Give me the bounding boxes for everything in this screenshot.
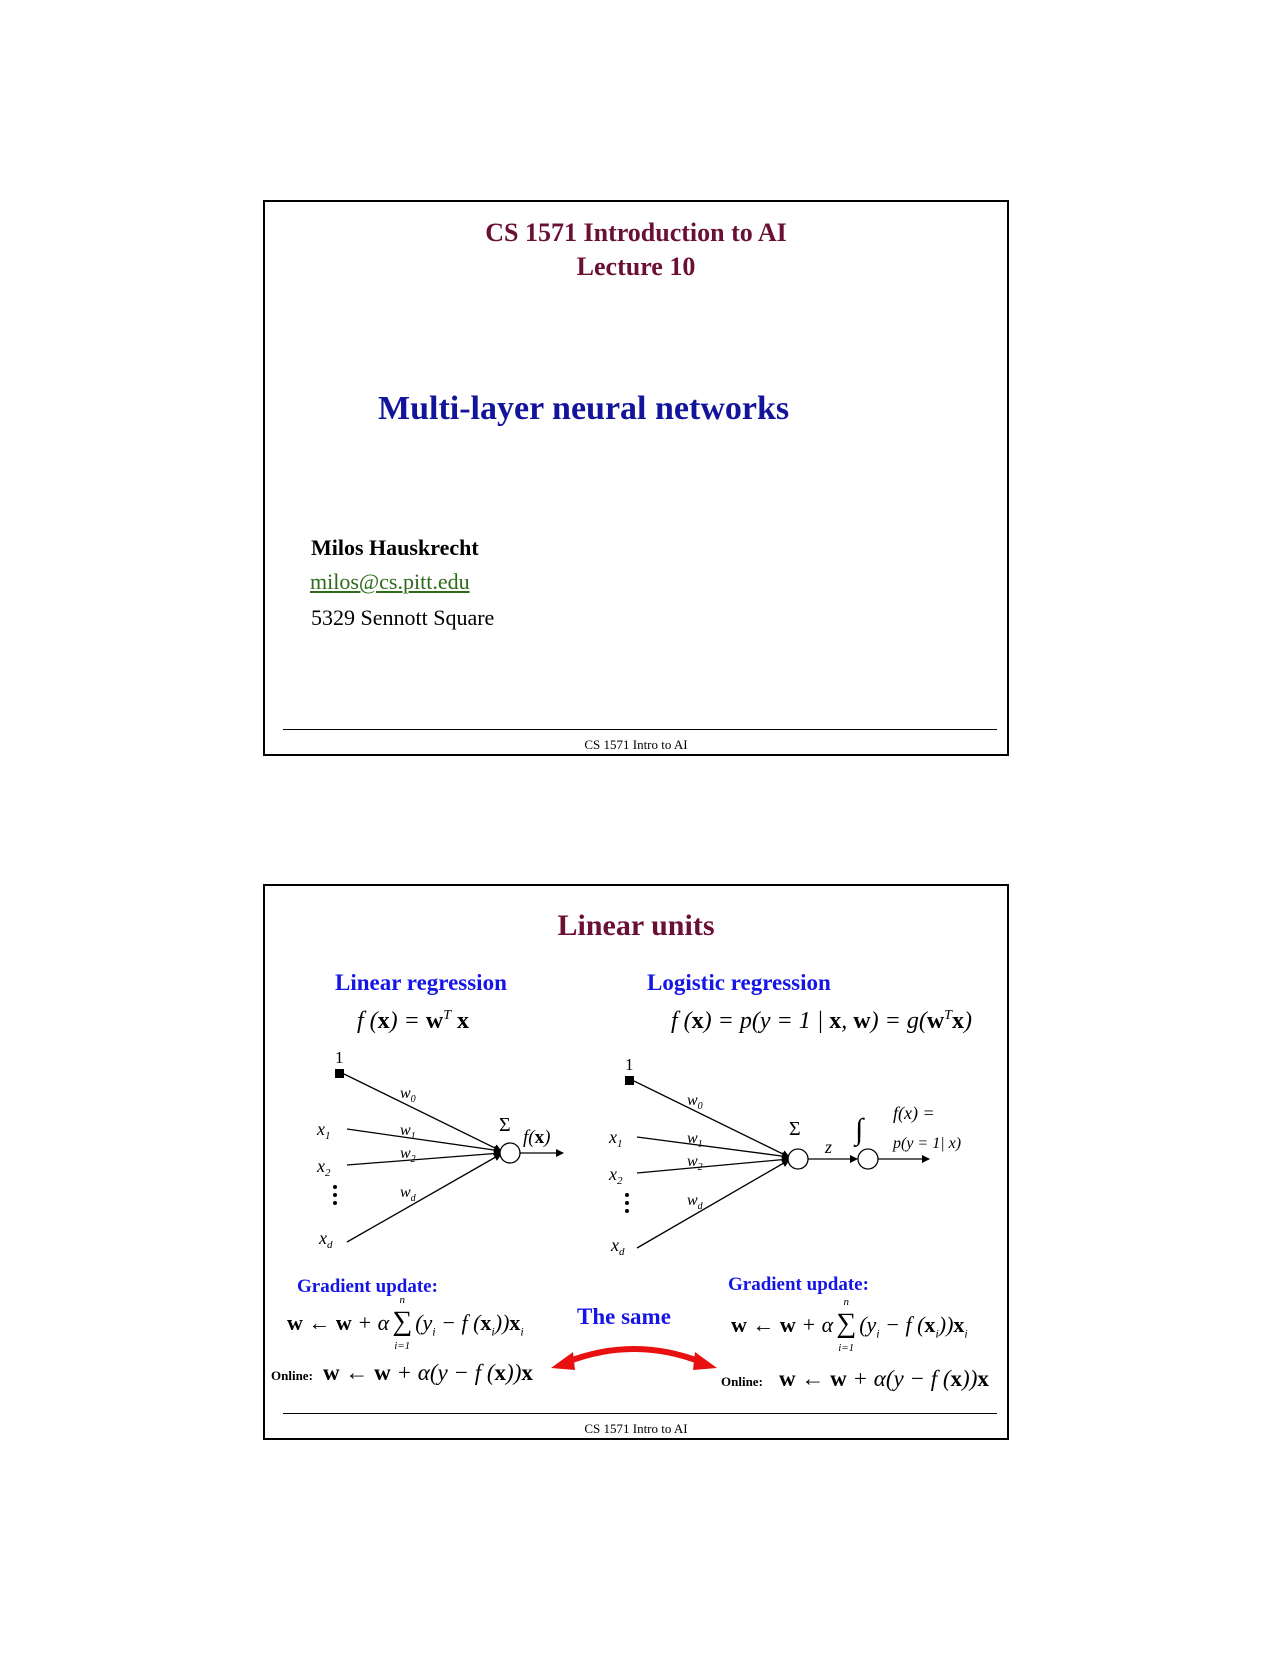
weight-w0: $w_0$ <box>687 1092 703 1112</box>
linear-model-formula: f $(x) = w^T$ x <box>357 1008 469 1034</box>
linear-units-slide <box>263 884 1009 1440</box>
weight-w1: $w_1$ <box>400 1122 416 1142</box>
logistic-model-formula: f (x) = p(y = 1 | x, $w) = g(w^Tx)$ <box>671 1008 972 1034</box>
author-name: Milos Hauskrecht <box>311 535 479 560</box>
logistic-regression-heading: Logistic regression <box>647 970 831 995</box>
weight-w2: $w_2$ <box>687 1153 703 1173</box>
weight-w2: $w_2$ <box>400 1145 416 1165</box>
author-email-link[interactable]: milos@cs.pitt.edu <box>310 569 470 594</box>
bias-node <box>335 1069 344 1078</box>
z-label: z <box>825 1137 833 1157</box>
slide-footer: CS 1571 Intro to AI <box>584 1421 688 1436</box>
weight-wd: $w_d$ <box>400 1184 416 1204</box>
slide-footer: CS 1571 Intro to AI <box>584 737 688 752</box>
sigmoid-symbol: ∫ <box>855 1113 864 1146</box>
input-x2: $x_2$ <box>609 1164 623 1187</box>
bias-label: 1 <box>335 1048 344 1067</box>
input-xd: $x_d$ <box>611 1235 625 1258</box>
title-slide <box>263 200 1009 756</box>
office-location: 5329 Sennott Square <box>311 605 495 630</box>
weight-wd: $w_d$ <box>687 1192 703 1212</box>
left-gradient-label: Gradient update: <box>297 1276 438 1297</box>
sigmoid-node <box>858 1149 878 1169</box>
summation-node <box>500 1143 520 1163</box>
right-gradient-label: Gradient update: <box>728 1274 869 1295</box>
lecture-title: Multi-layer neural networks <box>378 390 790 427</box>
output-label-line1: f(x) = <box>893 1103 935 1123</box>
footer-divider <box>283 729 997 730</box>
linear-unit-diagram <box>305 1048 585 1251</box>
input-x1: $x_1$ <box>317 1119 331 1142</box>
input-xd: $x_d$ <box>319 1228 333 1251</box>
sum-symbol: Σ <box>499 1114 511 1136</box>
logistic-unit-diagram <box>609 1051 1007 1258</box>
lecture-number: Lecture 10 <box>576 252 696 281</box>
sum-symbol: Σ <box>789 1118 801 1140</box>
left-online-label: Online: <box>271 1368 313 1383</box>
course-title: CS 1571 Introduction to AI <box>485 218 787 247</box>
double-arrow-icon <box>547 1332 722 1376</box>
bias-node <box>625 1076 634 1085</box>
output-fx: f(x) <box>523 1127 551 1148</box>
right-online-update-formula: w ← w + α(y − f (x))x <box>779 1366 989 1391</box>
input-x2: $x_2$ <box>317 1156 331 1179</box>
linear-regression-heading: Linear regression <box>335 970 507 995</box>
weight-w1: $w_1$ <box>687 1130 703 1150</box>
input-x1: $x_1$ <box>609 1127 623 1150</box>
slide-title: Linear units <box>557 909 715 942</box>
left-batch-update-formula: w ← w + α ∑ n i=1 ($y_i - f$ $(x_i))x_i$ <box>287 1294 524 1352</box>
bias-label: 1 <box>625 1055 634 1074</box>
output-label-line2: p(y = 1| x) <box>893 1135 962 1152</box>
summation-node <box>788 1149 808 1169</box>
footer-divider <box>283 1413 997 1414</box>
left-online-update-formula: w ← w + α(y − f (x))x <box>323 1360 533 1385</box>
right-online-label: Online: <box>721 1374 763 1389</box>
weight-w0: $w_0$ <box>400 1085 416 1105</box>
right-batch-update-formula: w ← w + α ∑ n i=1 ($y_i - f$ $(x_i))x_i$ <box>731 1296 968 1354</box>
the-same-label: The same <box>577 1304 671 1329</box>
